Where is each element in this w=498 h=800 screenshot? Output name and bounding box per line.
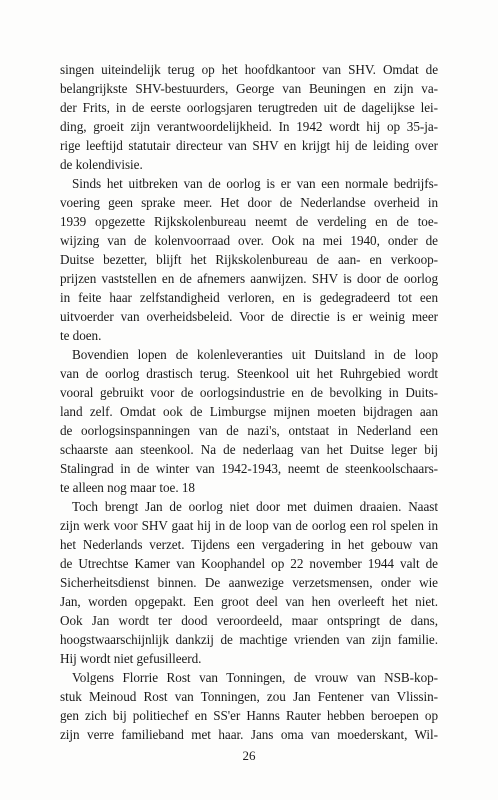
text-line: Duitse bezetter, blijft het Rijkskolenbureau de aan- en verkoop- xyxy=(60,252,438,267)
text-line: singen uiteindelijk terug op het hoofdkantoor van SHV. Omdat de xyxy=(60,62,438,77)
text-line: schaarste aan steenkool. Na de nederlaag van het Duitse leger bij xyxy=(60,442,438,457)
text-line: het Nederlands verzet. Tijdens een vergadering in het gebouw van xyxy=(60,537,438,552)
page-number: 26 xyxy=(242,748,256,763)
text-line: rige leeftijd statutair directeur van SHV en krijgt hij de leiding over xyxy=(60,138,438,153)
text-line: de oorlogsinspanningen van de nazi's, ontstaat in Nederland een xyxy=(60,423,438,438)
text-line: Volgens Florrie Rost van Tonningen, de vrouw van NSB-kop- xyxy=(72,670,438,685)
text-line: gen zich bij politiechef en SS'er Hanns Rauter hebben beroepen op xyxy=(60,708,438,723)
body-text xyxy=(60,60,438,744)
text-line: ding, groeit zijn verantwoordelijkheid. In 1942 wordt hij op 35-ja- xyxy=(60,119,438,134)
text-line: vooral gebruikt voor de oorlogsindustrie en de bevolking in Duits- xyxy=(60,385,438,400)
text-line: land zelf. Omdat ook de Limburgse mijnen moeten bijdragen aan xyxy=(60,404,438,419)
text-line: de kolendivisie. xyxy=(60,157,143,172)
text-line: der Frits, in de eerste oorlogsjaren terugtreden uit de dagelijkse lei- xyxy=(60,100,438,115)
text-line: belangrijkste SHV-bestuurders, George van Beuningen en zijn va- xyxy=(60,81,438,96)
text-line: Stalingrad in de winter van 1942-1943, neemt de steenkoolschaars- xyxy=(60,461,438,476)
text-line: te alleen nog maar toe. 18 xyxy=(60,480,195,495)
text-line: wijzing van de kolenvoorraad over. Ook na mei 1940, onder de xyxy=(60,233,438,248)
text-line: te doen. xyxy=(60,328,102,343)
text-line: Hij wordt niet gefusilleerd. xyxy=(60,651,202,666)
text-line: zijn verre familieband met haar. Jans oma van moederskant, Wil- xyxy=(60,727,438,742)
text-line: stuk Meinoud Rost van Tonningen, zou Jan Fentener van Vlissin- xyxy=(60,689,438,704)
text-line: in feite haar zelfstandigheid verloren, en is gedegradeerd tot een xyxy=(60,290,438,305)
text-line: van de oorlog drastisch terug. Steenkool uit het Ruhrgebied wordt xyxy=(60,366,438,381)
text-line: Toch brengt Jan de oorlog niet door met duimen draaien. Naast xyxy=(72,499,438,514)
text-line: prijzen vaststellen en de afnemers aanwijzen. SHV is door de oorlog xyxy=(60,271,438,286)
text-line: zijn werk voor SHV gaat hij in de loop van de oorlog een rol spelen in xyxy=(60,518,438,533)
text-line: de Utrechtse Kamer van Koophandel op 22 november 1944 valt de xyxy=(60,556,438,571)
text-line: Ook Jan wordt ter dood veroordeeld, maar ontspringt de dans, xyxy=(60,613,438,628)
text-line: hoogstwaarschijnlijk dankzij de machtige vrienden van zijn familie. xyxy=(60,632,438,647)
text-line: Sicherheitsdienst binnen. De aanwezige verzetsmensen, onder wie xyxy=(60,575,438,590)
text-line: Jan, worden opgepakt. Een groot deel van hen overleeft het niet. xyxy=(60,594,438,609)
text-line: 1939 opgezette Rijkskolenbureau neemt de verdeling en de toe- xyxy=(60,214,438,229)
text-line: uitvoerder van overheidsbeleid. Voor de directie is er weinig meer xyxy=(60,309,438,324)
text-line: Sinds het uitbreken van de oorlog is er van een normale bedrijfs- xyxy=(72,176,438,191)
text-line: Bovendien lopen de kolenleveranties uit Duitsland in de loop xyxy=(72,347,438,362)
text-line: voering geen sprake meer. Het door de Nederlandse overheid in xyxy=(60,195,438,210)
